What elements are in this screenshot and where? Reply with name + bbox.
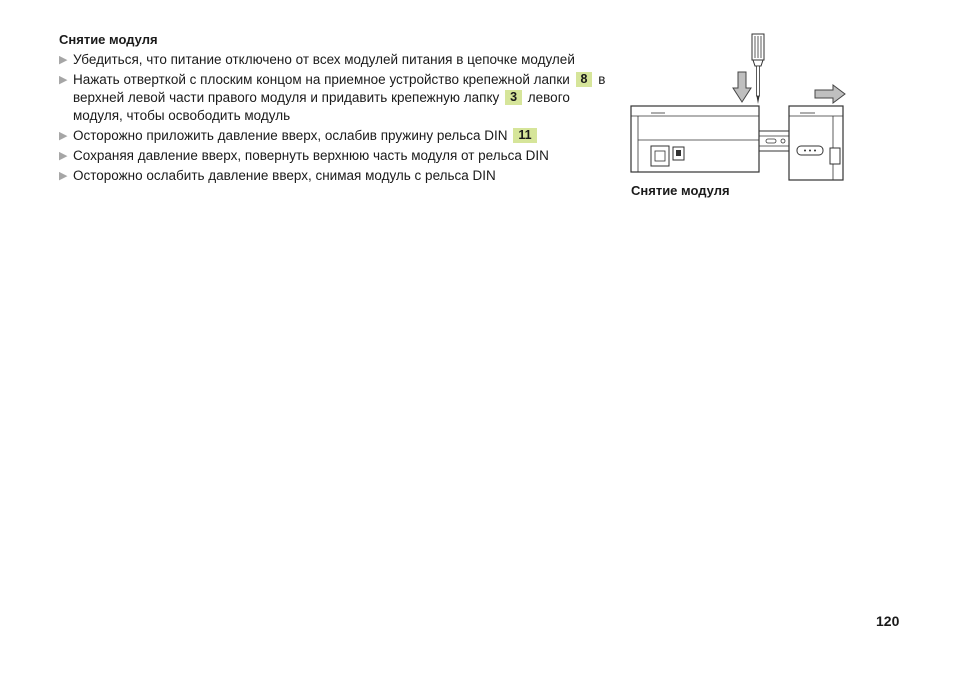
arrow-right-icon: [815, 85, 845, 103]
instruction-step-3: [59, 127, 619, 145]
left-module: [631, 106, 759, 172]
din-rail: [757, 131, 791, 151]
reference-badge: 11: [513, 128, 536, 143]
step-text: Сохраняя давление вверх, повернуть верхнюю часть модуля от рельса DIN: [73, 148, 549, 163]
arrow-down-icon: [733, 72, 751, 102]
module-removal-illustration: [629, 30, 849, 190]
figure-caption: Снятие модуля: [631, 183, 730, 198]
page-number: 120: [876, 613, 900, 629]
step-text: в верхней левой части правого модуля и придавить крепежную лапку: [73, 72, 606, 105]
bullet-triangle-icon: ▶: [59, 54, 68, 66]
instruction-list: [59, 51, 619, 187]
section-title: Снятие модуля: [59, 32, 158, 47]
bullet-triangle-icon: ▶: [59, 170, 68, 182]
step-text: Нажать отверткой с плоским концом на приемное устройство крепежной лапки: [73, 72, 570, 87]
step-text: Осторожно ослабить давление вверх, снимая модуль с рельса DIN: [73, 168, 496, 183]
bullet-triangle-icon: ▶: [59, 150, 68, 162]
screwdriver-icon: [752, 34, 764, 104]
reference-badge: 8: [576, 72, 593, 87]
step-text: левого модуля, чтобы освободить модуль: [73, 90, 570, 123]
reference-badge: 3: [505, 90, 522, 105]
right-module: [789, 106, 843, 180]
step-text: Убедиться, что питание отключено от всех модулей питания в цепочке модулей: [73, 52, 575, 67]
instruction-step-4: [59, 147, 619, 165]
bullet-triangle-icon: ▶: [59, 74, 68, 86]
instruction-step-1: [59, 51, 619, 69]
bullet-triangle-icon: ▶: [59, 130, 68, 142]
instruction-step-2: [59, 71, 619, 125]
instruction-step-5: [59, 167, 619, 185]
step-text: Осторожно приложить давление вверх, ослабив пружину рельса DIN: [73, 128, 508, 143]
